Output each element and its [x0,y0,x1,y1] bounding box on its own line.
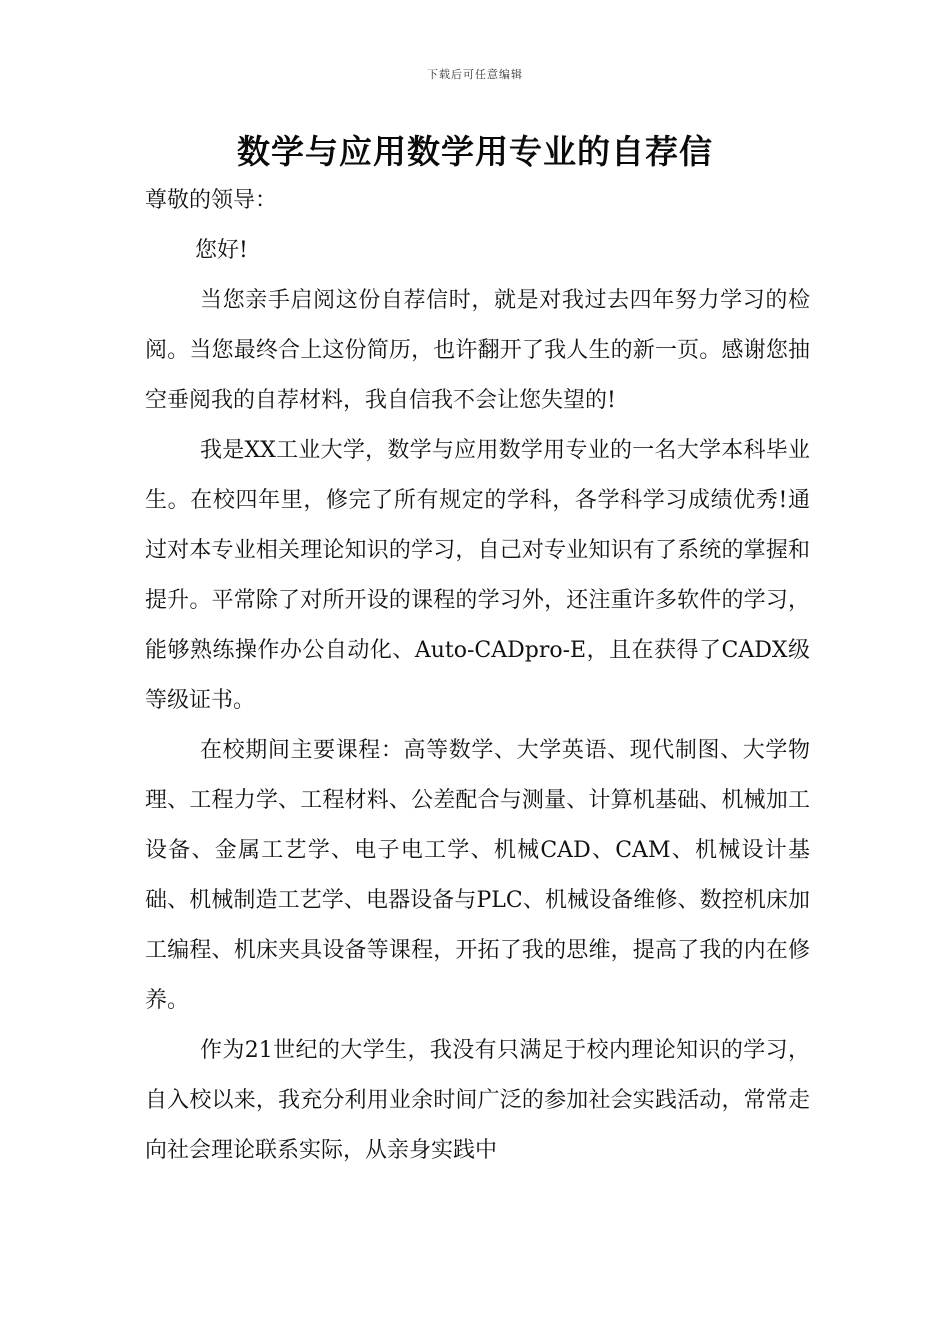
letter-body [145,176,810,1176]
paragraph-education: 我是XX工业大学，数学与应用数学用专业的一名大学本科毕业生。在校四年里，修完了所有规定的学科，各学科学习成绩优秀!通过对本专业相关理论知识的学习，自己对专业知识有了系统的掌握和提升。平常除了对所开设的课程的学习外，还注重许多软件的学习，能够熟练操作办公自动化、Auto-CADpro-E，且在获得了CADX级等级证书。 [145,438,810,713]
paragraph-courses: 在校期间主要课程：高等数学、大学英语、现代制图、大学物理、工程力学、工程材料、公差配合与测量、计算机基础、机械加工设备、金属工艺学、电子电工学、机械CAD、CAM、机械设计基础、机械制造工艺学、电器设备与PLC、机械设备维修、数控机床加工编程、机床夹具设备等课程，开拓了我的思维，提高了我的内在修养。 [145,738,810,1013]
greeting: 您好! [195,238,248,263]
paragraph-intro: 当您亲手启阅这份自荐信时，就是对我过去四年努力学习的检阅。当您最终合上这份简历，也许翻开了我人生的新一页。感谢您抽空垂阅我的自荐材料，我自信我不会让您失望的! [145,288,810,413]
paragraph-practice: 作为21世纪的大学生，我没有只满足于校内理论知识的学习，自入校以来，我充分利用业余时间广泛的参加社会实践活动，常常走向社会理论联系实际，从亲身实践中 [145,1038,810,1163]
header-note: 下载后可任意编辑 [427,68,523,81]
page-title: 数学与应用数学用专业的自荐信 [237,132,713,171]
salutation: 尊敬的领导： [145,188,278,213]
